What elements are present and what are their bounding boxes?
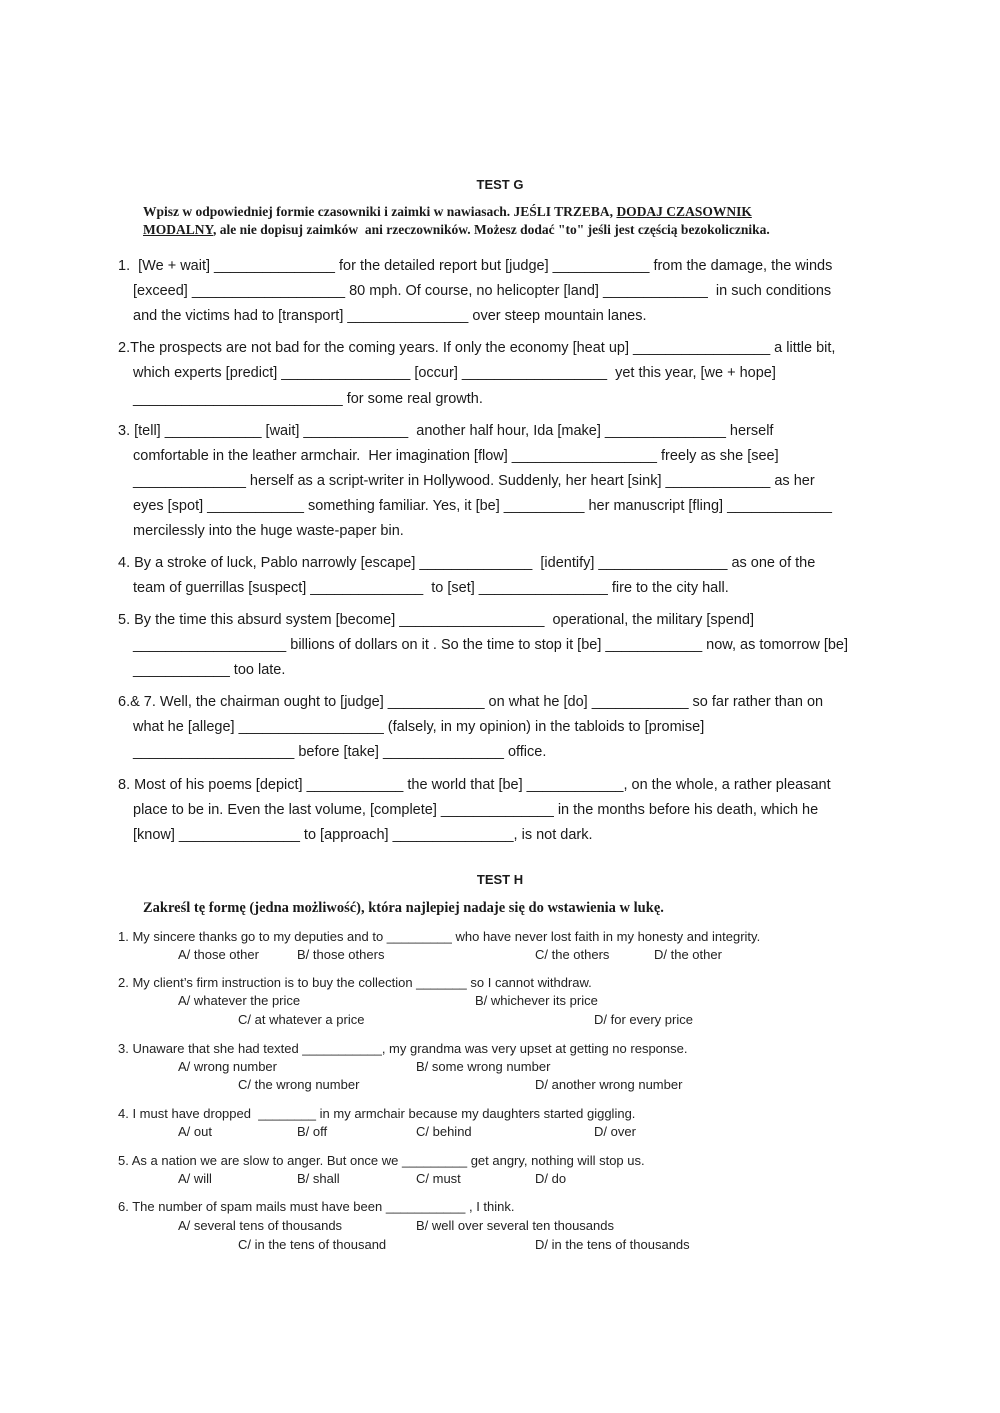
exercise-line: ___________________ billions of dollars on it . So the time to stop it [be] ____________ now, as tomorrow [be] — [133, 637, 849, 653]
exercise-line: mercilessly into the huge waste-paper bin. — [133, 523, 404, 539]
test-g-instruction-line1 — [143, 204, 752, 220]
exercise-line: __________________________ for some real growth. — [133, 391, 483, 407]
answer-option: B/ off — [297, 1124, 328, 1139]
answer-option: C/ the others — [535, 947, 610, 962]
exercise-line: comfortable in the leather armchair. Her imagination [flow] __________________ freely as she [see] — [133, 448, 779, 464]
question-text: 5. As a nation we are slow to anger. But once we _________ get angry, nothing will stop us. — [118, 1153, 645, 1168]
exercise-line: 5. By the time this absurd system [become] __________________ operational, the military [spend] — [118, 612, 754, 628]
answer-option: A/ those other — [178, 947, 259, 962]
instruction-underlined-2: MODALNY — [143, 222, 214, 237]
exercise-line: 4. By a stroke of luck, Pablo narrowly [escape] ______________ [identify] ________________ as one of the — [118, 555, 816, 571]
test-h-title: TEST H — [476, 872, 524, 887]
question-text: 6. The number of spam mails must have been ___________ , I think. — [118, 1199, 515, 1214]
question-text: 4. I must have dropped ________ in my armchair because my daughters started giggling. — [118, 1106, 636, 1121]
exercise-line: and the victims had to [transport] _______________ over steep mountain lanes. — [133, 308, 647, 324]
question-text: 1. My sincere thanks go to my deputies and to _________ who have never lost faith in my honesty and integrity. — [118, 929, 761, 944]
question-text: 2. My client’s firm instruction is to buy the collection _______ so I cannot withdraw. — [118, 975, 592, 990]
answer-option: C/ at whatever a price — [238, 1012, 365, 1027]
answer-option: D/ for every price — [594, 1012, 693, 1027]
answer-option: A/ wrong number — [178, 1059, 277, 1074]
answer-option: C/ in the tens of thousand — [238, 1237, 387, 1252]
answer-option: A/ whatever the price — [178, 993, 301, 1008]
answer-option: B/ those others — [297, 947, 385, 962]
exercise-line: ______________ herself as a script-writer in Hollywood. Suddenly, her heart [sink] _____________ as her — [133, 473, 815, 489]
exercise-line: what he [allege] __________________ (falsely, in my opinion) in the tabloids to [promise] — [133, 719, 705, 735]
answer-option: D/ over — [594, 1124, 636, 1139]
exercise-line: [exceed] ___________________ 80 mph. Of course, no helicopter [land] _____________ in such conditions — [133, 283, 832, 299]
exercise-line: eyes [spot] ____________ something familiar. Yes, it [be] __________ her manuscript [fling] _____________ — [133, 498, 832, 514]
exercise-line: place to be in. Even the last volume, [complete] ______________ in the months before his death, which he — [133, 802, 819, 818]
answer-option: B/ well over several ten thousands — [416, 1218, 614, 1233]
answer-option: D/ do — [535, 1171, 567, 1186]
exercise-line: 1. [We + wait] _______________ for the detailed report but [judge] ____________ from the damage, the winds — [118, 258, 833, 274]
answer-option: D/ the other — [654, 947, 722, 962]
exercise-line: ____________ too late. — [133, 662, 286, 678]
exercise-line: [know] _______________ to [approach] _______________, is not dark. — [133, 827, 593, 843]
answer-option: C/ behind — [416, 1124, 472, 1139]
answer-option: A/ will — [178, 1171, 212, 1186]
exercise-line: 6.& 7. Well, the chairman ought to [judge] ____________ on what he [do] ____________ so far rather than on — [118, 694, 824, 710]
test-g-title: TEST G — [476, 177, 524, 192]
answer-option: C/ must — [416, 1171, 461, 1186]
answer-option: A/ several tens of thousands — [178, 1218, 343, 1233]
instruction-text: Wpisz w odpowiedniej formie czasowniki i zaimki w nawiasach. JEŚLI TRZEBA, — [143, 204, 617, 219]
answer-option: C/ the wrong number — [238, 1077, 360, 1092]
exercise-line: 8. Most of his poems [depict] ____________ the world that [be] ____________, on the whole, a rather pleasant — [118, 777, 831, 793]
answer-option: D/ in the tens of thousands — [535, 1237, 690, 1252]
instruction-text: , ale nie dopisuj zaimków ani rzeczowników. Możesz dodać "to" jeśli jest częścią bezokolicznika. — [213, 222, 770, 237]
test-h-instruction: Zakreśl tę formę (jedna możliwość), która najlepiej nadaje się do wstawienia w lukę. — [143, 900, 664, 916]
question-text: 3. Unaware that she had texted ___________, my grandma was very upset at getting no response. — [118, 1041, 688, 1056]
answer-option: A/ out — [178, 1124, 212, 1139]
answer-option: B/ some wrong number — [416, 1059, 551, 1074]
answer-option: B/ whichever its price — [475, 993, 598, 1008]
instruction-underlined-1: DODAJ CZASOWNIK — [616, 204, 752, 219]
exercise-line: 3. [tell] ____________ [wait] _____________ another half hour, Ida [make] _______________ herself — [118, 423, 774, 439]
answer-option: B/ shall — [297, 1171, 340, 1186]
answer-option: D/ another wrong number — [535, 1077, 683, 1092]
exercise-line: 2.The prospects are not bad for the coming years. If only the economy [heat up] _________________ a little bit, — [118, 340, 836, 356]
test-g-instruction-line2 — [143, 222, 770, 238]
exercise-line: which experts [predict] ________________ [occur] __________________ yet this year, [we + hope] — [133, 365, 776, 381]
exercise-line: ____________________ before [take] _______________ office. — [133, 744, 547, 760]
exercise-line: team of guerrillas [suspect] ______________ to [set] ________________ fire to the city hall. — [133, 580, 729, 596]
